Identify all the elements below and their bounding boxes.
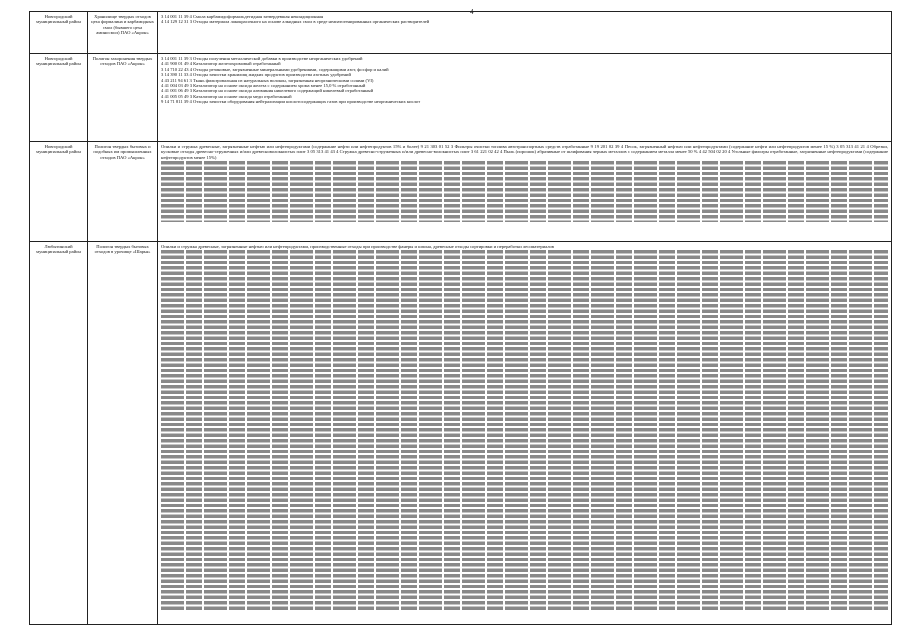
waste-list-cell: [158, 12, 892, 54]
waste-entry: 4 41 005 05 49 3 Катализатор на основе оксида меди отработанный: [161, 93, 292, 99]
waste-list-cell: [158, 242, 892, 625]
waste-entry: 4 41 900 01 49 4 Катализатор железохромовый отработанный: [161, 61, 281, 67]
waste-list-cell: [158, 142, 892, 242]
facility-name: Полигон твердых бытовых отходов в урочище «Шарья»: [94, 244, 151, 255]
district-name: Новгородский муниципальный район: [36, 14, 81, 25]
district-name: Любытинский муниципальный район: [36, 244, 81, 255]
facility-name: Полигон захоронения твердых отходов ПАО «Акрон»: [92, 56, 153, 67]
waste-facility-registry-table: [29, 11, 892, 625]
district-cell: [30, 242, 88, 625]
facility-cell: [88, 142, 158, 242]
table-row: [30, 242, 892, 625]
illegible-text-block: [161, 249, 888, 611]
district-cell: [30, 142, 88, 242]
facility-cell: [88, 242, 158, 625]
district-cell: [30, 54, 88, 142]
district-name: Новгородский муниципальный район: [36, 144, 81, 155]
district-name: Новгородский муниципальный район: [36, 56, 81, 67]
waste-entry: Опилки и стружка древесные, загрязненные нефтью или нефтепродуктами, производственные отходы при производстве фанеры и шпона, древесные отходы сортировки и переработки лесоматериалов: [161, 244, 554, 249]
table-row: [30, 142, 892, 242]
table-row: [30, 12, 892, 54]
table-row: [30, 54, 892, 142]
waste-entry: 3 14 390 11 33 4 Отходы зачистки хранилищ жидких продуктов производства азотных удобрений: [161, 72, 351, 78]
facility-cell: [88, 54, 158, 142]
facility-cell: [88, 12, 158, 54]
page-number: 4: [470, 8, 474, 16]
waste-entry: 3 14 001 11 39 3 Отходы получения металлической добавки в производстве неорганических удобрений: [161, 56, 363, 61]
waste-entry: 9 14 71 811 39 4 Отходы зачистки оборудования нейтрализации кислотосодержащих газов при производстве неорганических кислот: [161, 99, 421, 105]
waste-entry: 3 14 001 11 39 4 Смола карбамидоформальдегидная затвердевшая некондиционная: [161, 14, 324, 19]
waste-entry: Опилки и стружка древесные, загрязненные нефтью или нефтепродуктами (содержание нефти или нефтепродуктов 15% и более) 9 21 303 01 52 3 Фильтры очистки топлива автотранспортных средств отработанные 9 19 201 02 39 4 Песок, загрязненный нефтью или нефтепродуктами (содержание нефти или нефтепродуктов менее 15 %) 3 05 313 41 21 4 Обрезки, кусковые отходы древесно-стружечных и/или древесноволокнистых плит 3 05 313 41 43 4 Стружка древесно-стружечных и/или древесно-волокнистых плит 3 61 221 02 42 4 Пыль (порошок) абразивные от шлифования черных металлов с содержанием металла менее 50 % 4 42 504 02 20 4 Угольные фильтры отработанные, загрязненные нефтепродуктами (содержание нефтепродуктов менее 15%): [161, 144, 888, 160]
waste-list-cell: [158, 54, 892, 142]
facility-name: Хранилище твердых отходов цеха формалина и карбамидных смол (бывшего цеха аминосмол) ПАО «Акрон»: [91, 14, 154, 36]
facility-name: Полигон твердых бытовых и подобных им промышленных отходов ПАО «Акрон»: [93, 144, 152, 160]
waste-entry: 4 43 211 94 61 3 Ткань фильтровальная из натуральных волокон, загрязненная неорганическими солями (VI): [161, 77, 374, 83]
waste-entry: 4 14 129 12 31 3 Отходы материала лакокрасочного на основе алкидных смол в среде неапатогенированных органических растворителей: [161, 19, 430, 25]
waste-entry: 4 41 001 06 49 3 Катализатор на основе оксида алюминия никелевого содержащий никелевый отработанный: [161, 88, 374, 94]
waste-entry: 4 41 004 03 49 3 Катализатор на основе оксида железа с содержанием хрома менее 15,0 % отработанный: [161, 83, 366, 89]
illegible-text-block: [161, 160, 888, 222]
waste-entry: 3 14 710 22 43 4 Отходы резиновые, загрязненные минеральными удобрениями, содержащими азот, фосфор и калий: [161, 66, 389, 72]
district-cell: [30, 12, 88, 54]
